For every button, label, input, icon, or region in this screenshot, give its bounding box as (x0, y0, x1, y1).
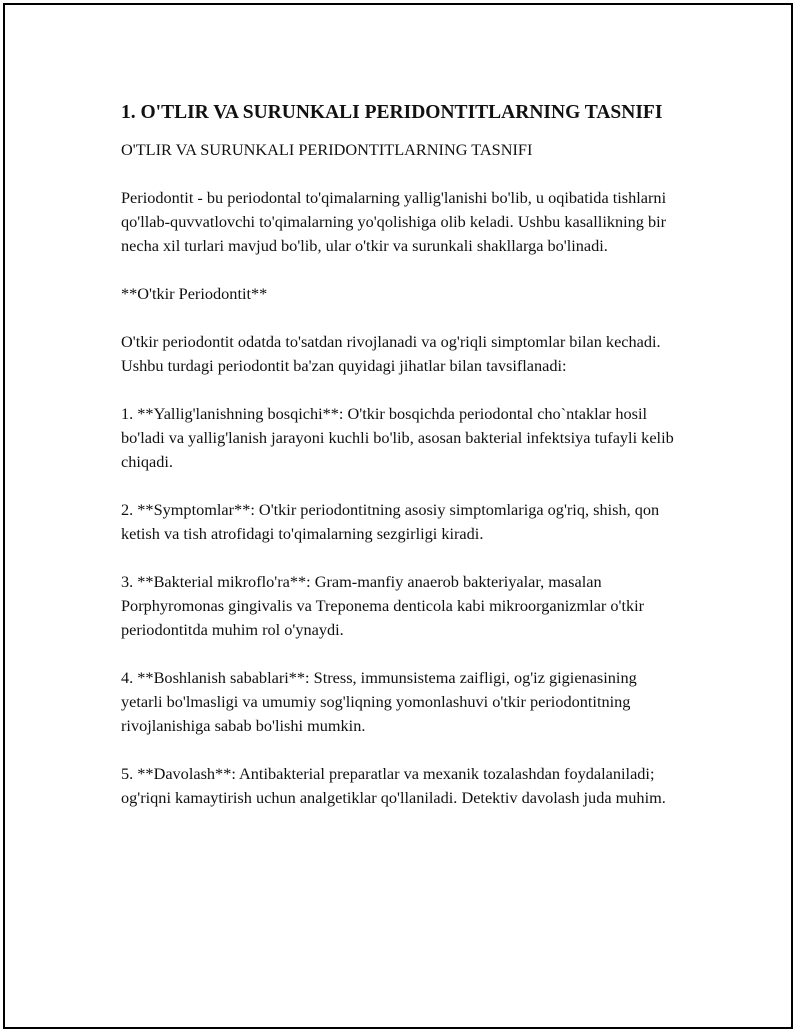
list-item-causes: 4. **Boshlanish sabablari**: Stress, immunsistema zaifligi, og'iz gigienasining yetarli bo'lmasligi va umumiy sog'liqning yomonlashuvi o'tkir periodontitning rivojlanishiga sabab bo'lishi mumkin. (121, 668, 637, 735)
document-subtitle: O'TLIR VA SURUNKALI PERIDONTITLARNING TASNIFI (121, 140, 533, 159)
list-item-symptoms: 2. **Symptomlar**: O'tkir periodontitning asosiy simptomlariga og'riq, shish, qon ketish va tish atrofidagi to'qimalarning sezgirligi kiradi. (121, 500, 660, 543)
list-item-bacterial-microflora: 3. **Bakterial mikroflo'ra**: Gram-manfiy anaerob bakteriyalar, masalan Porphyromonas gingivalis va Treponema denticola kabi mikroorganizmlar o'tkir periodontitda muhim rol o'ynaydi. (121, 572, 645, 639)
document-body (121, 99, 681, 834)
paragraph-intro: Periodontit - bu periodontal to'qimalarning yallig'lanishi bo'lib, u oqibatida tishlarni qo'llab-quvvatlovchi to'qimalarning yo'qolishiga olib keladi. Ushbu kasallikning bir necha xil turlari mavjud bo'lib, ular o'tkir va surunkali shakllarga bo'linadi. (121, 188, 667, 255)
list-item-treatment: 5. **Davolash**: Antibakterial preparatlar va mexanik tozalashdan foydalaniladi; og'riqni kamaytirish uchun analgetiklar qo'llaniladi. Detektiv davolash juda muhim. (121, 764, 666, 807)
paragraph-section-heading: **O'tkir Periodontit** (121, 284, 268, 303)
document-title: 1. O'TLIR VA SURUNKALI PERIDONTITLARNING TASNIFI (121, 102, 663, 123)
paragraph-acute-description: O'tkir periodontit odatda to'satdan rivojlanadi va og'riqli simptomlar bilan kechadi. Ushbu turdagi periodontit ba'zan quyidagi jihatlar bilan tavsiflanadi: (121, 332, 661, 375)
document-page (3, 3, 793, 1029)
list-item-inflammation-stage: 1. **Yallig'lanishning bosqichi**: O'tkir bosqichda periodontal cho`ntaklar hosil bo'ladi va yallig'lanish jarayoni kuchli bo'lib, asosan bakterial infektsiya tufayli kelib chiqadi. (121, 404, 674, 471)
